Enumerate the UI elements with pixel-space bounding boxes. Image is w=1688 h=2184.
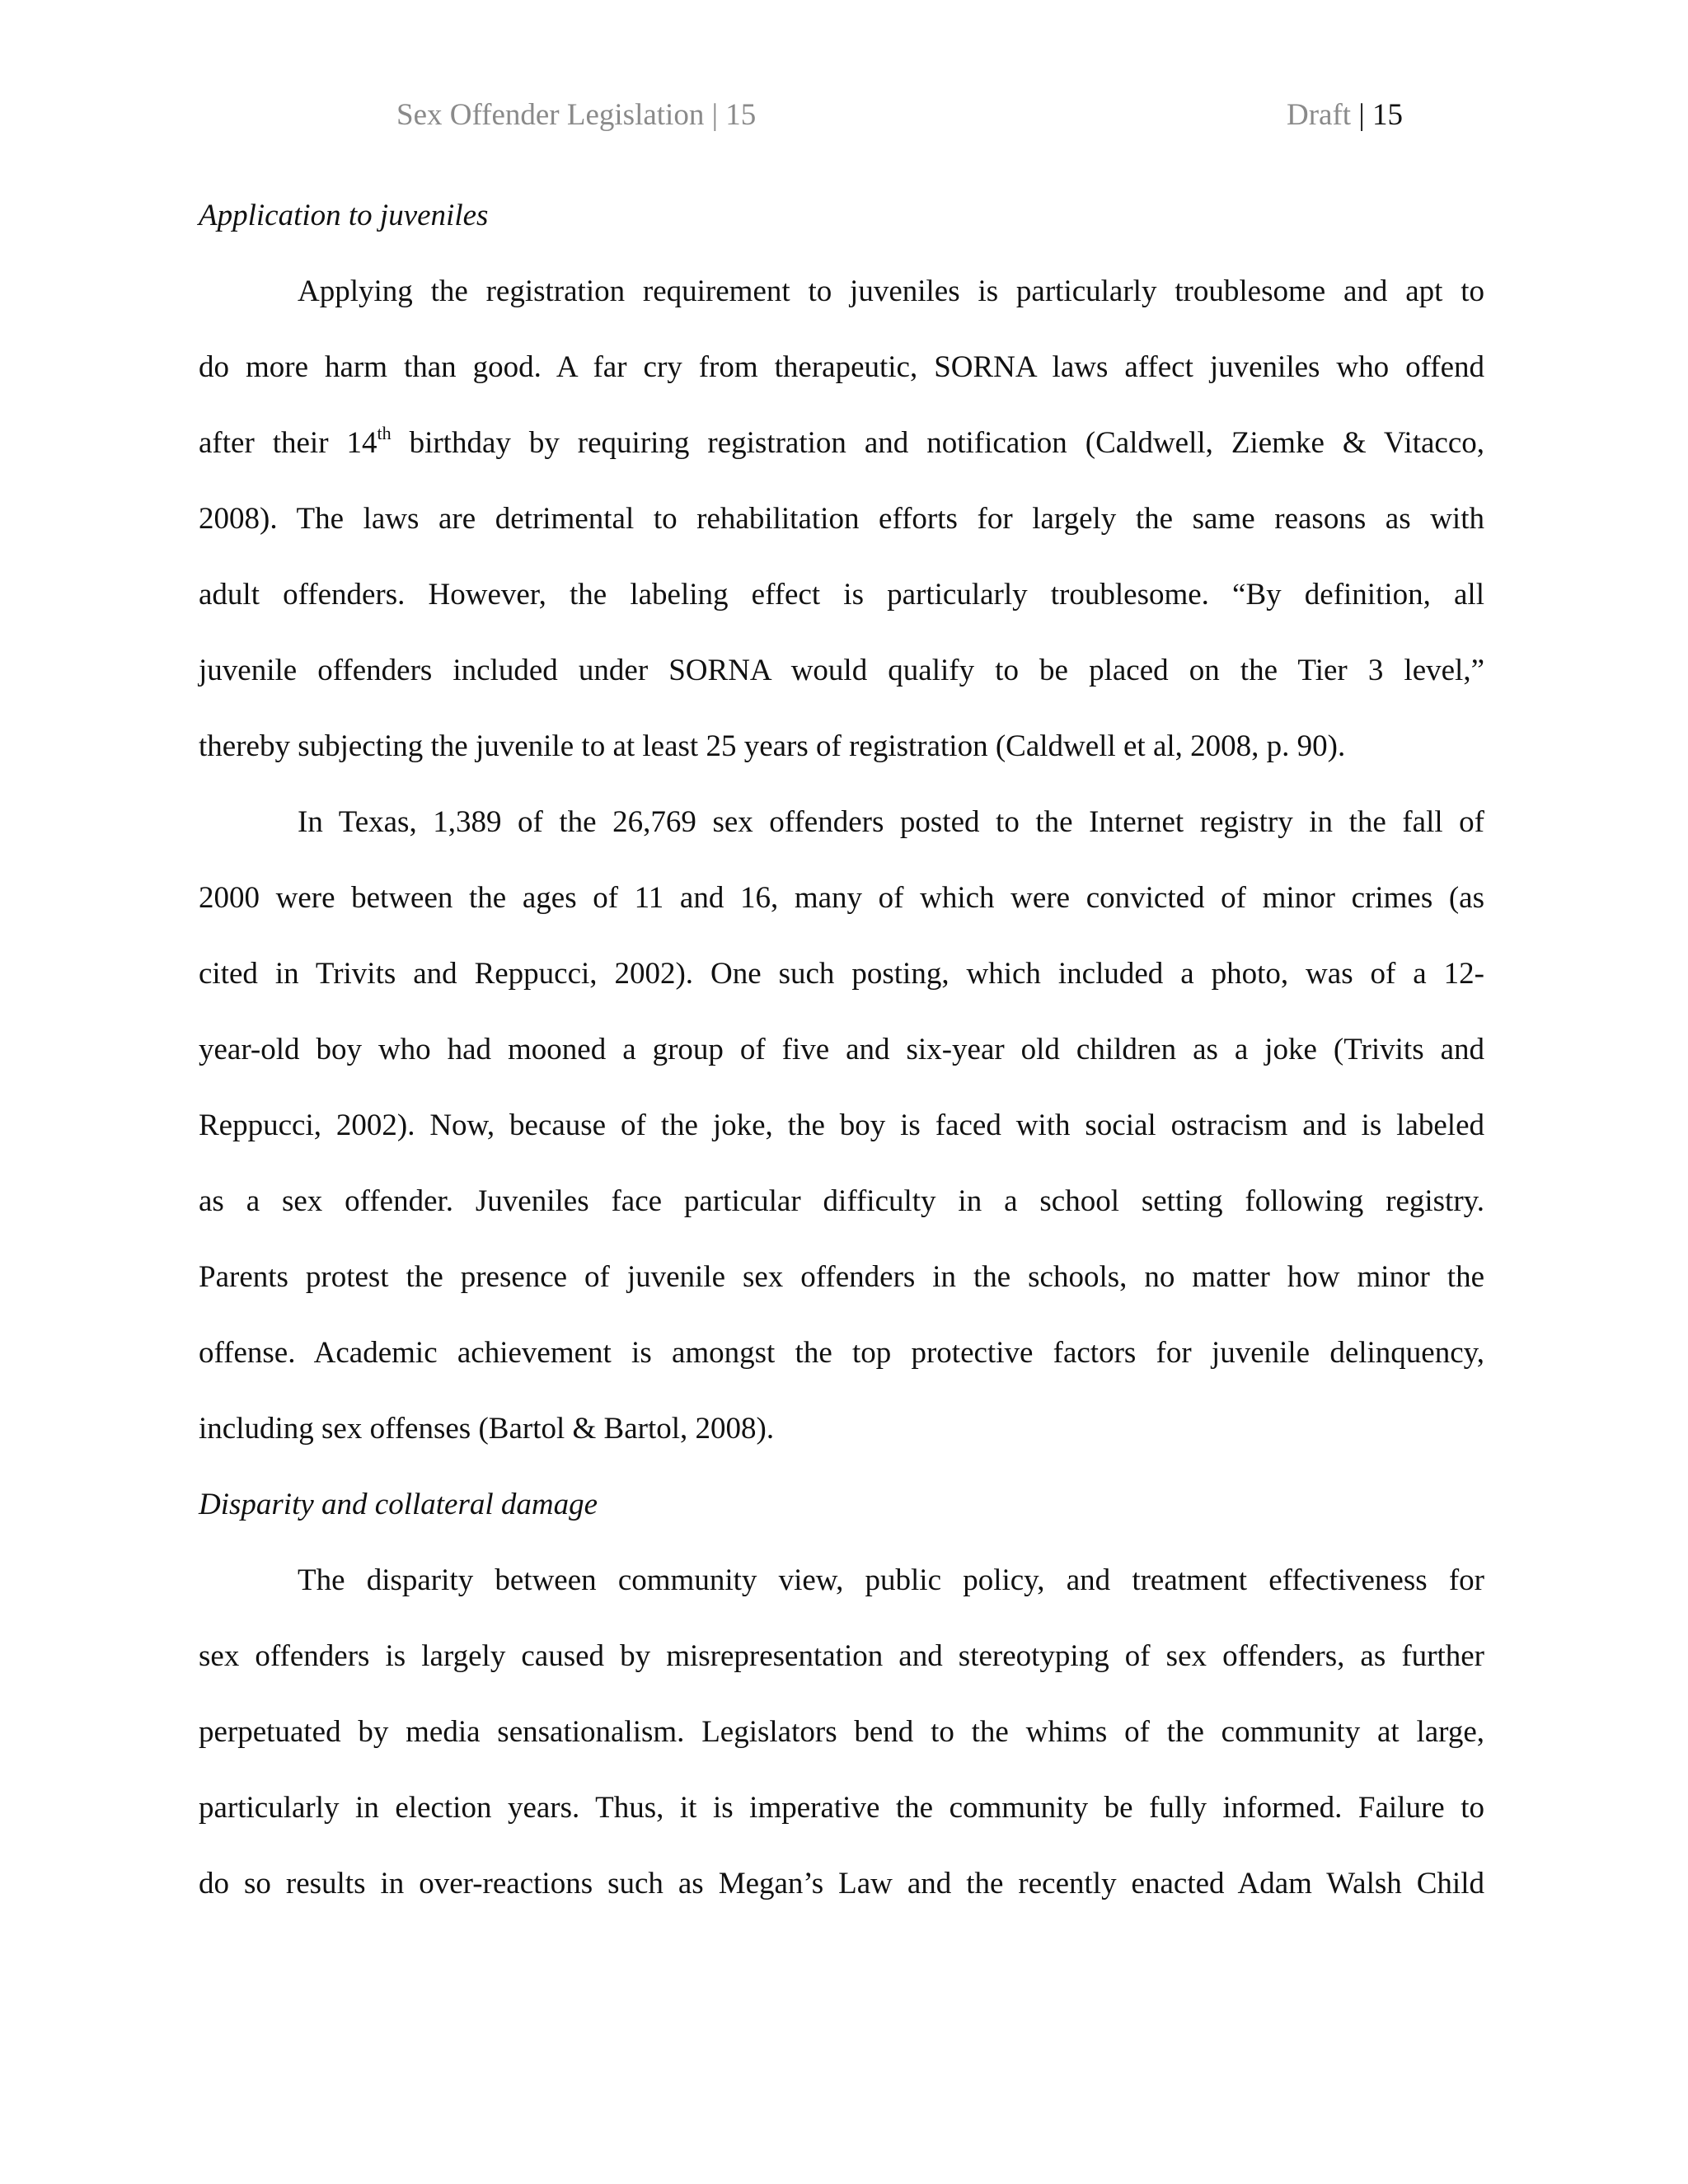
document-body (199, 178, 1484, 1922)
paragraph-line-with-superscript (199, 405, 1484, 481)
paragraph-line-last: including sex offenses (Bartol & Bartol, 2008). (199, 1412, 775, 1446)
paragraph-line: particularly in election years. Thus, it is imperative the community be fully informed. Failure to (199, 1791, 1484, 1825)
line-text-start: after their 14 (199, 426, 377, 460)
paragraph-line: sex offenders is largely caused by misrepresentation and stereotyping of sex offenders, as further (199, 1639, 1484, 1673)
section-heading-juveniles: Application to juveniles (199, 199, 489, 232)
page-number: 15 (1372, 98, 1403, 132)
paragraph-line: 2000 were between the ages of 11 and 16, many of which were convicted of minor crimes (as (199, 881, 1484, 915)
paragraph-line: juvenile offenders included under SORNA would qualify to be placed on the Tier 3 level,” (199, 654, 1484, 687)
paragraph-line: Reppucci, 2002). Now, because of the joke, the boy is faced with social ostracism and is labeled (199, 1108, 1484, 1142)
paragraph-line: In Texas, 1,389 of the 26,769 sex offenders posted to the Internet registry in the fall of (298, 805, 1484, 839)
section-heading-disparity: Disparity and collateral damage (199, 1488, 598, 1521)
paragraph-line-last: thereby subjecting the juvenile to at least 25 years of registration (Caldwell et al, 2008, p. 90). (199, 729, 1346, 763)
running-header-title: Sex Offender Legislation | 15 (396, 98, 757, 132)
draft-label: Draft (1287, 98, 1352, 132)
paragraph-line: year-old boy who had mooned a group of five and six-year old children as a joke (Trivits and (199, 1033, 1484, 1066)
header-separator: | (1358, 98, 1365, 132)
paragraph-line: cited in Trivits and Reppucci, 2002). One such posting, which included a photo, was of a 12- (199, 957, 1484, 991)
line-text-end: birthday by requiring registration and notification (Caldwell, Ziemke & Vitacco, (391, 426, 1484, 460)
paragraph-line: Parents protest the presence of juvenile sex offenders in the schools, no matter how minor the (199, 1260, 1484, 1294)
paragraph-line: do more harm than good. A far cry from therapeutic, SORNA laws affect juveniles who offend (199, 350, 1484, 384)
running-header-page (1287, 97, 1403, 133)
paragraph-line: offense. Academic achievement is amongst the top protective factors for juvenile delinquency, (199, 1336, 1484, 1370)
paragraph-line: as a sex offender. Juveniles face particular difficulty in a school setting following registry. (199, 1184, 1484, 1218)
paragraph-line: do so results in over-reactions such as Megan’s Law and the recently enacted Adam Walsh Child (199, 1867, 1484, 1900)
ordinal-superscript: th (377, 423, 392, 443)
paragraph-line: The disparity between community view, public policy, and treatment effectiveness for (298, 1563, 1484, 1597)
paragraph-line: 2008). The laws are detrimental to rehabilitation efforts for largely the same reasons as with (199, 502, 1484, 536)
paragraph-line: adult offenders. However, the labeling effect is particularly troublesome. “By definition, all (199, 578, 1484, 612)
paragraph-line: perpetuated by media sensationalism. Legislators bend to the whims of the community at large, (199, 1715, 1484, 1749)
paragraph-line: Applying the registration requirement to juveniles is particularly troublesome and apt to (298, 274, 1484, 308)
